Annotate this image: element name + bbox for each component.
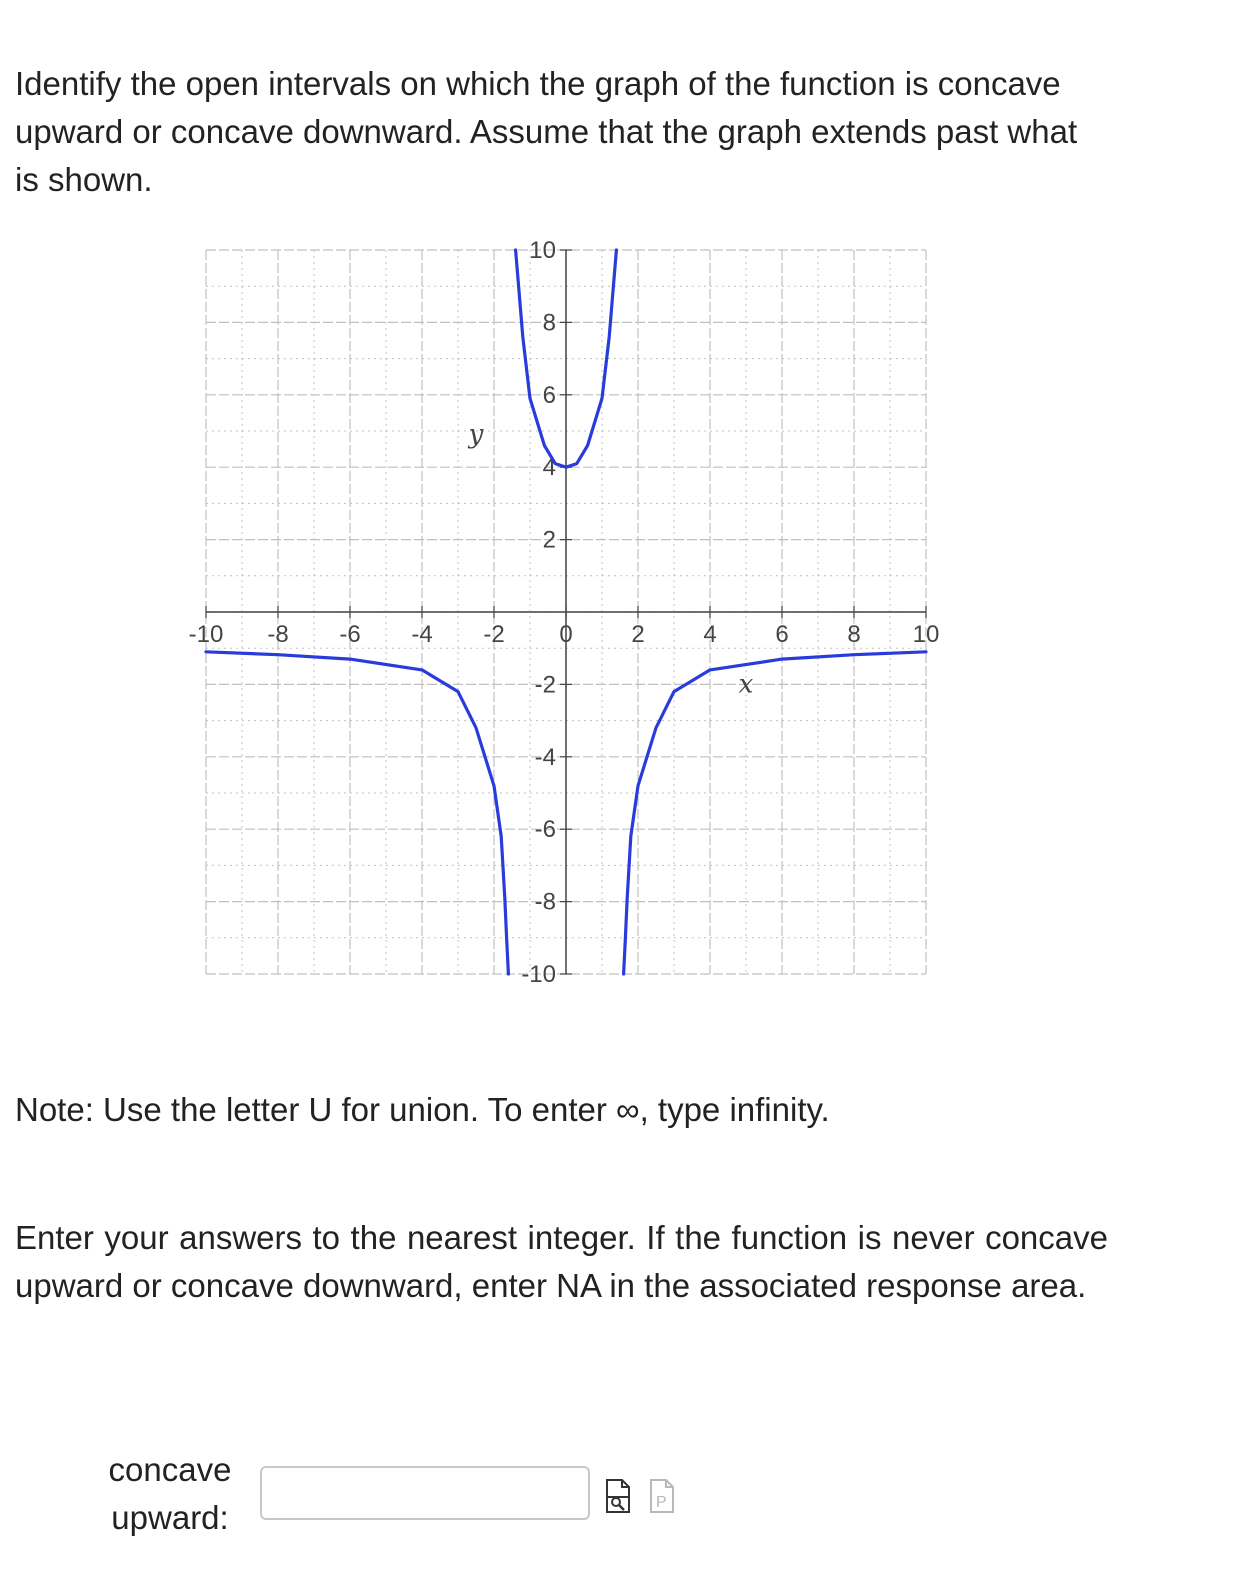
- x-tick-label: 10: [912, 621, 940, 648]
- concave-upward-input[interactable]: [260, 1466, 590, 1520]
- x-tick-label: 8: [847, 621, 861, 648]
- y-tick-label: -2: [534, 671, 556, 699]
- curve-branch-1: [206, 652, 508, 974]
- x-tick-label: 6: [775, 621, 789, 648]
- note-text: Note: Use the letter U for union. To enter ∞, type infinity.: [15, 1091, 830, 1128]
- x-tick-label: -4: [411, 621, 433, 648]
- y-tick-label: 8: [542, 309, 556, 337]
- equation-editor-icon[interactable]: [648, 1478, 676, 1514]
- y-tick-label: -8: [534, 888, 556, 916]
- y-tick-label: -4: [534, 743, 556, 771]
- x-tick-label: -2: [483, 621, 505, 648]
- y-tick-label: 6: [542, 381, 556, 409]
- y-tick-label: -6: [534, 816, 556, 844]
- function-graph: [170, 232, 950, 992]
- preview-icon[interactable]: [604, 1478, 632, 1514]
- y-tick-label: -10: [521, 961, 556, 988]
- label-line-1: concave: [108, 1451, 232, 1488]
- svg-text:P: P: [656, 1494, 667, 1511]
- x-tick-label: 4: [703, 621, 717, 648]
- x-tick-label: -10: [188, 621, 224, 648]
- x-tick-label: 0: [559, 621, 573, 648]
- y-tick-label: 4: [542, 454, 556, 482]
- x-axis-label: x: [738, 669, 754, 700]
- y-tick-label: 2: [542, 526, 556, 554]
- concave-upward-label: [100, 1446, 240, 1542]
- curve-branch-3: [624, 652, 926, 974]
- x-tick-label: -6: [339, 621, 361, 648]
- y-tick-label: 10: [529, 237, 556, 264]
- question-text: Identify the open intervals on which the graph of the function is concave upward or concave downward. Assume that the graph extends past what is shown.: [15, 65, 1078, 198]
- x-tick-label: -8: [267, 621, 289, 648]
- instructions-text: Enter your answers to the nearest integer. If the function is never concave upward or concave downward, enter NA in the associated response area.: [15, 1219, 1108, 1304]
- label-line-2: upward:: [111, 1499, 229, 1536]
- y-axis-label: y: [468, 419, 484, 450]
- x-tick-label: 2: [631, 621, 645, 648]
